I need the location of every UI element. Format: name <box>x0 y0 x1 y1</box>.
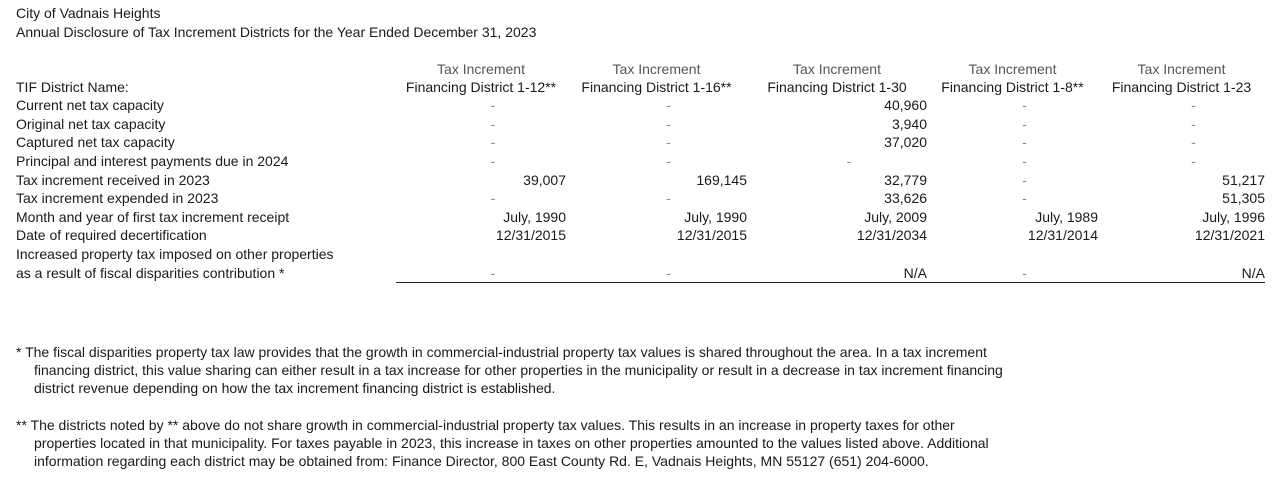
footnote-line: information regarding each district may be obtained from: Finance Director, 800 East County Rd. E, Vadnais Heights, MN 55127 (651) 204-6000. <box>34 453 929 469</box>
column-header-line2: Financing District 1-16** <box>581 79 732 95</box>
cell-value: - <box>1191 134 1196 151</box>
cell-value: - <box>927 263 1098 282</box>
cell-value: July, 1996 <box>1202 208 1265 225</box>
cell-value: 37,020 <box>884 134 927 151</box>
footnote-non-sharing-districts <box>16 416 1076 470</box>
column-header-district-1-16 <box>566 60 747 96</box>
cell-value: 12/31/2015 <box>676 227 747 244</box>
table-row <box>16 226 1265 245</box>
city-name: City of Vadnais Heights <box>16 5 161 21</box>
footnote-line: * The fiscal disparities property tax law provides that the growth in commercial-industrial property tax values is shared throughout the area. In a tax increment <box>16 344 987 360</box>
cell-value: - <box>490 134 496 151</box>
column-header-district-1-30 <box>747 60 927 96</box>
cell-value: 39,007 <box>523 171 566 188</box>
cell-value: 32,779 <box>884 171 927 188</box>
table-row <box>16 208 1265 227</box>
cell-value: 40,960 <box>884 97 927 114</box>
column-header-line1: Tax Increment <box>612 61 701 77</box>
row-label: Tax increment received in 2023 <box>16 171 210 188</box>
empty-cell <box>396 245 1265 264</box>
column-header-district-1-23 <box>1098 60 1265 96</box>
row-label: Date of required decertification <box>16 227 207 244</box>
cell-value: 3,940 <box>891 115 927 132</box>
cell-value: 51,305 <box>1222 190 1265 207</box>
cell-value: - <box>1022 134 1027 151</box>
cell-value: - <box>1022 97 1027 114</box>
column-header-line1: Tax Increment <box>1137 61 1226 77</box>
column-header-line1: Tax Increment <box>793 61 881 77</box>
cell-value: - <box>666 115 671 132</box>
column-header-line2: Financing District 1-23 <box>1111 79 1252 95</box>
document-header <box>16 4 536 42</box>
cell-value: July, 1989 <box>1035 208 1098 225</box>
column-header-district-1-12 <box>396 60 566 96</box>
cell-value: N/A <box>747 263 927 282</box>
cell-value: 33,626 <box>884 190 927 207</box>
table-row <box>16 170 1265 189</box>
table-row <box>16 152 1265 171</box>
cell-value: - <box>666 97 671 114</box>
row-label: Current net tax capacity <box>16 97 164 114</box>
cell-value: - <box>666 153 671 170</box>
table-body <box>16 96 1265 282</box>
footnote-fiscal-disparities <box>16 343 1076 397</box>
row-label: Increased property tax imposed on other properties <box>16 246 334 263</box>
cell-value: - <box>1022 153 1027 170</box>
footnote-line: properties located in that municipality. For taxes payable in 2023, this increase in taxes on other properties amounted to the values listed above. Additional <box>34 435 989 451</box>
cell-value: - <box>490 153 496 170</box>
cell-value: July, 1990 <box>684 208 747 225</box>
document-title: Annual Disclosure of Tax Increment Districts for the Year Ended December 31, 2023 <box>16 24 537 40</box>
cell-value: - <box>666 134 671 151</box>
table-row <box>16 245 1265 264</box>
table-row <box>16 263 1265 282</box>
cell-value: - <box>1022 171 1027 188</box>
cell-value: 51,217 <box>1222 171 1265 188</box>
cell-value: - <box>846 153 852 170</box>
cell-value: July, 1990 <box>503 208 566 225</box>
table-row <box>16 189 1265 208</box>
row-label: Original net tax capacity <box>16 115 166 132</box>
footnote-line: district revenue depending on how the tax increment financing district is established. <box>34 380 556 396</box>
footnote-line: financing district, this value sharing can either result in a tax increase for other properties in the municipality or result in a decrease in tax increment financing <box>34 362 1003 378</box>
cell-value: 169,145 <box>696 171 747 188</box>
column-header-line2: Financing District 1-8** <box>941 79 1084 95</box>
cell-value: 12/31/2014 <box>1027 227 1098 244</box>
cell-value: 12/31/2021 <box>1194 227 1265 244</box>
column-header-line2: Financing District 1-12** <box>405 79 557 95</box>
column-header-district-1-8 <box>927 60 1098 96</box>
cell-value: - <box>1022 115 1027 132</box>
cell-value: - <box>490 115 496 132</box>
table-header-row <box>16 60 1265 96</box>
table-row <box>16 96 1265 115</box>
cell-value: 12/31/2034 <box>856 227 927 244</box>
cell-value: - <box>566 263 747 282</box>
cell-value: - <box>490 190 496 207</box>
cell-value: 12/31/2015 <box>495 227 566 244</box>
column-header-line1: Tax Increment <box>437 61 525 77</box>
cell-value: - <box>490 97 496 114</box>
column-header-line2: Financing District 1-30 <box>767 79 907 95</box>
table-row <box>16 115 1265 134</box>
cell-value: - <box>666 190 671 207</box>
cell-value: N/A <box>1098 263 1265 282</box>
row-label: Tax increment expended in 2023 <box>16 190 219 207</box>
column-header-line1: Tax Increment <box>968 61 1057 77</box>
tif-disclosure-table <box>16 60 1265 283</box>
cell-value: - <box>1191 115 1196 132</box>
tif-district-name-label: TIF District Name: <box>16 79 129 95</box>
cell-value: July, 2009 <box>864 208 927 225</box>
row-label: Principal and interest payments due in 2024 <box>16 153 289 170</box>
footnote-line: ** The districts noted by ** above do not share growth in commercial-industrial property tax values. This results in an increase in property taxes for other <box>16 417 955 433</box>
cell-value: - <box>1191 153 1196 170</box>
cell-value: - <box>1022 190 1027 207</box>
row-label: Captured net tax capacity <box>16 134 175 151</box>
cell-value: - <box>1191 97 1196 114</box>
row-label: Month and year of first tax increment receipt <box>16 208 290 225</box>
table-row <box>16 133 1265 152</box>
row-label: as a result of fiscal disparities contribution * <box>16 264 285 281</box>
cell-value: - <box>396 263 566 282</box>
